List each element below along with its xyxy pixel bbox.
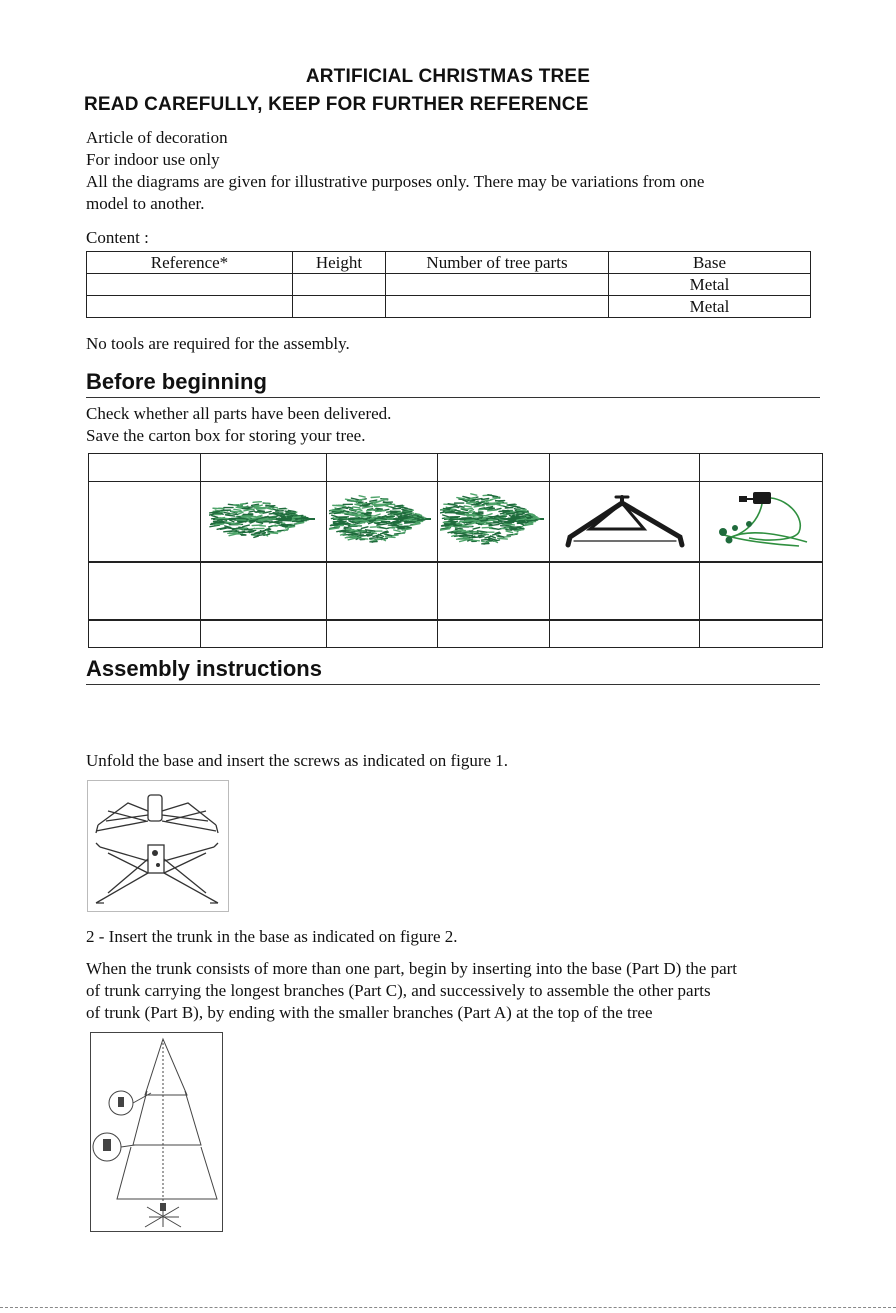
metal-stand-icon bbox=[560, 489, 690, 549]
table-cell bbox=[201, 454, 327, 482]
table-row bbox=[89, 454, 823, 482]
step-2-number: 2 - bbox=[86, 927, 109, 946]
step-1-text: Unfold the base and insert the screws as indicated on figure 1. bbox=[86, 751, 509, 770]
table-cell bbox=[87, 296, 293, 318]
table-cell bbox=[700, 454, 823, 482]
table-cell bbox=[293, 274, 386, 296]
table-cell bbox=[550, 562, 700, 620]
tree-section-small-icon bbox=[209, 499, 319, 539]
figure-2 bbox=[90, 1032, 223, 1232]
table-cell bbox=[438, 562, 550, 620]
table-row bbox=[87, 296, 811, 318]
content-label: Content : bbox=[86, 228, 149, 247]
table-cell bbox=[89, 562, 201, 620]
table-cell bbox=[386, 274, 609, 296]
section-divider bbox=[86, 397, 820, 398]
table-cell bbox=[327, 620, 438, 648]
table-cell bbox=[293, 296, 386, 318]
figure-1 bbox=[87, 780, 229, 912]
page-edge bbox=[0, 1307, 896, 1308]
light-cable-icon bbox=[709, 488, 813, 550]
table-cell bbox=[700, 620, 823, 648]
intro-line: For indoor use only bbox=[86, 150, 220, 169]
no-tools-note: No tools are required for the assembly. bbox=[86, 334, 350, 353]
intro-line: model to another. bbox=[86, 194, 205, 213]
table-row bbox=[89, 562, 823, 620]
base-unfold-diagram bbox=[88, 781, 228, 911]
table-cell bbox=[386, 296, 609, 318]
step-2-detail-line: of trunk carrying the longest branches (Part C), and successively to assemble the other parts bbox=[86, 981, 711, 1000]
parts-table bbox=[88, 453, 823, 648]
table-cell bbox=[550, 454, 700, 482]
header-number-of-parts: Number of tree parts bbox=[386, 252, 609, 274]
table-row bbox=[89, 620, 823, 648]
tree-section-medium-icon bbox=[329, 494, 435, 544]
step-2-label: Insert the trunk in the base as indicated on figure 2. bbox=[108, 927, 458, 946]
table-cell bbox=[89, 454, 201, 482]
before-line: Save the carton box for storing your tree. bbox=[86, 426, 366, 445]
table-cell bbox=[327, 482, 438, 563]
intro-line: All the diagrams are given for illustrative purposes only. There may be variations from one bbox=[86, 172, 705, 191]
table-header-row bbox=[87, 252, 811, 274]
header-base: Base bbox=[609, 252, 811, 274]
before-line: Check whether all parts have been delivered. bbox=[86, 404, 392, 423]
table-cell bbox=[201, 482, 327, 563]
document-subtitle: READ CAREFULLY, KEEP FOR FURTHER REFERENCE bbox=[84, 94, 589, 115]
header-height: Height bbox=[293, 252, 386, 274]
table-cell bbox=[201, 620, 327, 648]
table-cell: Metal bbox=[609, 296, 811, 318]
step-2-text bbox=[86, 926, 458, 948]
table-cell bbox=[438, 482, 550, 563]
table-row bbox=[87, 274, 811, 296]
tree-assembly-diagram bbox=[91, 1033, 222, 1231]
table-cell bbox=[327, 454, 438, 482]
assembly-heading: Assembly instructions bbox=[86, 656, 322, 681]
table-cell: Metal bbox=[609, 274, 811, 296]
table-cell bbox=[201, 562, 327, 620]
table-cell bbox=[550, 620, 700, 648]
table-cell bbox=[87, 274, 293, 296]
document-title: ARTIFICIAL CHRISTMAS TREE bbox=[305, 66, 591, 87]
table-cell bbox=[89, 482, 201, 563]
table-row bbox=[89, 482, 823, 563]
table-cell bbox=[550, 482, 700, 563]
table-cell bbox=[700, 562, 823, 620]
before-heading: Before beginning bbox=[86, 369, 267, 394]
tree-section-large-icon bbox=[440, 492, 548, 546]
table-cell bbox=[438, 454, 550, 482]
header-reference: Reference* bbox=[87, 252, 293, 274]
section-divider bbox=[86, 684, 820, 685]
step-2-detail-line: of trunk (Part B), by ending with the smaller branches (Part A) at the top of the tree bbox=[86, 1003, 653, 1022]
table-cell bbox=[89, 620, 201, 648]
content-table bbox=[86, 251, 811, 318]
table-cell bbox=[438, 620, 550, 648]
step-2-detail-line: When the trunk consists of more than one part, begin by inserting into the base (Part D) the part bbox=[86, 959, 738, 978]
intro-line: Article of decoration bbox=[86, 128, 228, 147]
table-cell bbox=[700, 482, 823, 563]
table-cell bbox=[327, 562, 438, 620]
